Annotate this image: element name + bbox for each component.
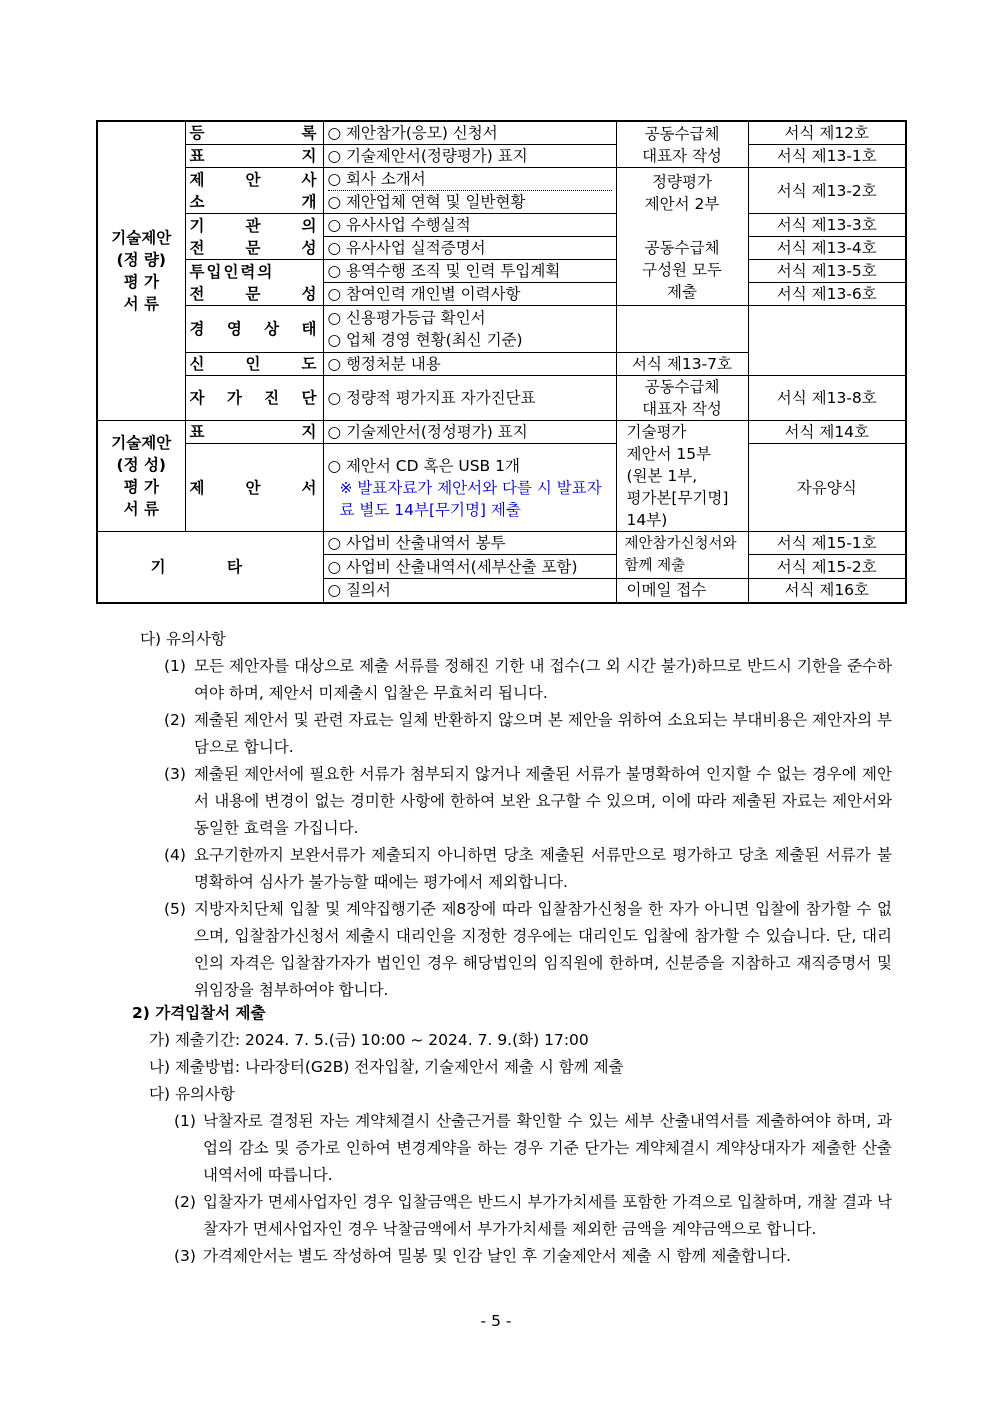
form-cell: 서식 제13-4호 (748, 237, 906, 260)
item-cell: ○ 질의서 (323, 579, 616, 603)
list-item (140, 653, 892, 707)
submit-cell (616, 421, 748, 532)
group-qualitative (97, 421, 185, 532)
item-number: (4) (164, 846, 186, 864)
item-text: 제출된 제안서에 필요한 서류가 첨부되지 않거나 제출된 서류가 불명확하여 인지할 수 없는 경우에 제안서 내용에 변경이 없는 경미한 사항에 한하여 보완 요구할 수 있으며, 이에 따라 제출된 자료는 제안서와 동일한 효력을 가집니다. (194, 765, 892, 837)
submit-text: 공동수급체 대표자 작성 (642, 378, 722, 418)
item-number: (5) (164, 900, 186, 918)
notes-section (140, 626, 892, 1004)
item-text: 입찰자가 면세사업자인 경우 입찰금액은 반드시 부가가치세를 포함한 가격으로 입찰하며, 개찰 결과 낙찰자가 면세사업자인 경우 낙찰금액에서 부가가치세를 제외한 금액을 계약금액으로 합니다. (203, 1193, 892, 1238)
item-cell: ○ 참여인력 개인별 이력사항 (323, 283, 616, 306)
submit-cell (616, 121, 748, 168)
table-row (97, 121, 906, 145)
form-cell: 서식 제16호 (748, 579, 906, 603)
group-quantitative (97, 121, 185, 421)
form-cell: 서식 제15-2호 (748, 555, 906, 579)
submit-text: 기술평가 제안서 15부 (원본 1부, 평가본[무기명] 14부) (626, 423, 729, 529)
item-line: ○ 제안서 CD 혹은 USB 1개 (327, 456, 520, 475)
table-row (97, 376, 906, 421)
item-text: 지방자치단체 입찰 및 계약집행기준 제8장에 따라 입찰참가신청을 한 자가 아니면 입찰에 참가할 수 없으며, 입찰참가신청서 제출시 대리인을 지정한 경우에는 대리인도 입찰에 참가할 수 있습니다. 단, 대리인의 자격은 입찰참가자가 법인인 경우 해당법인의 임직원에 한하며, 신분증을 지참하고 재직증명서 및 위임장을 첨부하여야 합니다. (194, 900, 892, 999)
list-item (140, 896, 892, 1004)
item-cell: ○ 유사사업 수행실적 (323, 214, 616, 237)
category-cell: 등 록 (185, 121, 323, 145)
item-cell: ○ 기술제안서(정성평가) 표지 (323, 421, 616, 444)
submit-text: 제안참가신청서와 함께 제출 (624, 536, 737, 574)
submission-method: 나) 제출방법: 나라장터(G2B) 전자입찰, 기술제안서 제출 시 함께 제출 (149, 1058, 624, 1076)
form-cell: 서식 제13-3호 (748, 214, 906, 237)
item-text: 요구기한까지 보완서류가 제출되지 아니하면 당초 제출된 서류만으로 평가하고 당초 제출된 서류가 불명확하여 심사가 불가능할 때에는 평가에서 제외합니다. (194, 846, 892, 891)
category-cell: 경 영 상 태 (185, 306, 323, 353)
table-row (97, 214, 906, 237)
form-cell: 서식 제13-2호 (748, 168, 906, 214)
form-cell: 서식 제13-7호 (616, 353, 748, 376)
form-cell: 서식 제13-1호 (748, 145, 906, 168)
item-cell: ○ 용역수행 조직 및 인력 투입계획 (323, 260, 616, 283)
item-cell (323, 444, 616, 532)
list-item (140, 842, 892, 896)
item-number: (2) (174, 1193, 196, 1211)
category-cell: 표 지 (185, 421, 323, 444)
item-number: (3) (164, 765, 186, 783)
group-etc: 기 타 (97, 532, 323, 603)
page-number: - 5 - (480, 1312, 512, 1330)
category-cell (185, 260, 323, 306)
group-label: 기술제안 (정 성) 평 가 서 류 (111, 434, 172, 518)
category-cell: 신 인 도 (185, 353, 323, 376)
list-item (140, 707, 892, 761)
submission-documents-table (96, 120, 907, 604)
table-row (97, 260, 906, 283)
item-text: 가격제안서는 별도 작성하여 밀봉 및 인감 날인 후 기술제안서 제출 시 함께 제출합니다. (203, 1247, 792, 1265)
item-cell: ○ 제안참가(응모) 신청서 (323, 121, 616, 145)
item-cell: ○ 정량적 평가지표 자가진단표 (323, 376, 616, 421)
notes-heading: 다) 유의사항 (140, 630, 226, 648)
table-row (97, 306, 906, 353)
table-row (97, 168, 906, 214)
item-cell: ○ 유사사업 실적증명서 (323, 237, 616, 260)
list-item (132, 1243, 892, 1270)
category-text: 제 안 사 소 개 (189, 170, 319, 211)
submit-cell: 이메일 접수 (616, 579, 748, 603)
form-cell: 서식 제13-8호 (748, 376, 906, 421)
submit-cell (616, 168, 748, 306)
note-text: ※ 발표자료가 제안서와 다를 시 발표자료 별도 14부[무기명] 제출 (339, 478, 602, 519)
form-cell: 서식 제12호 (748, 121, 906, 145)
item-number: (1) (174, 1112, 196, 1130)
list-item (132, 1189, 892, 1243)
item-cell (323, 306, 616, 353)
item-cell: ○ 사업비 산출내역서(세부산출 포함) (323, 555, 616, 579)
table-row (97, 444, 906, 532)
list-item (132, 1108, 892, 1189)
item-cell: ○ 사업비 산출내역서 봉투 (323, 532, 616, 555)
notes-heading: 다) 유의사항 (149, 1085, 235, 1103)
category-cell: 표 지 (185, 145, 323, 168)
form-cell: 자유양식 (748, 444, 906, 532)
form-cell: 서식 제13-5호 (748, 260, 906, 283)
submission-period: 가) 제출기간: 2024. 7. 5.(금) 10:00 ~ 2024. 7. 9.(화) 17:00 (149, 1031, 589, 1049)
table-row (97, 421, 906, 444)
form-cell (616, 306, 748, 353)
submit-text: 정량평가 제안서 2부 공동수급체 구성원 모두 제출 (642, 172, 722, 301)
item-cell (323, 168, 616, 214)
form-cell: 서식 제15-1호 (748, 532, 906, 555)
table-row (97, 532, 906, 555)
item-text: 낙찰자로 결정된 자는 계약체결시 산출근거를 확인할 수 있는 세부 산출내역서를 제출하여야 하며, 과업의 감소 및 증가로 인하여 변경계약을 하는 경우 기준 단가는 계약체결시 계약상대자가 제출한 산출내역서에 따릅니다. (203, 1112, 892, 1184)
table-row (97, 145, 906, 168)
item-number: (1) (164, 657, 186, 675)
list-item (140, 761, 892, 842)
category-cell (185, 214, 323, 260)
category-cell (185, 168, 323, 214)
submit-cell (616, 532, 748, 579)
item-line: ○ 제안업체 연혁 및 일반현황 (328, 190, 612, 213)
category-text: 투입인력의 전 문 성 (189, 262, 319, 303)
item-text: 제출된 제안서 및 관련 자료는 일체 반환하지 않으며 본 제안을 위하여 소요되는 부대비용은 제안자의 부담으로 합니다. (194, 711, 892, 756)
category-text: 기 관 의 전 문 성 (189, 216, 319, 257)
form-cell: 서식 제14호 (748, 421, 906, 444)
submit-cell (616, 376, 748, 421)
table-row (97, 353, 906, 376)
item-number: (2) (164, 711, 186, 729)
section-title: 2) 가격입찰서 제출 (132, 1004, 266, 1022)
group-label: 기술제안 (정 량) 평 가 서 류 (111, 229, 172, 313)
item-text: 모든 제안자를 대상으로 제출 서류를 정해진 기한 내 접수(그 외 시간 불가)하므로 반드시 기한을 준수하여야 하며, 제안서 미제출시 입찰은 무효처리 됩니다. (194, 657, 892, 702)
item-line: ○ 신용평가등급 확인서 (327, 309, 486, 327)
form-cell: 서식 제13-6호 (748, 283, 906, 306)
price-bid-section (132, 1000, 892, 1270)
item-cell: ○ 기술제안서(정량평가) 표지 (323, 145, 616, 168)
category-cell: 제 안 서 (185, 444, 323, 532)
category-cell: 자 가 진 단 (185, 376, 323, 421)
item-cell: ○ 행정처분 내용 (323, 353, 616, 376)
item-line: ○ 업체 경영 현황(최신 기준) (327, 331, 523, 349)
item-line: ○ 회사 소개서 (327, 170, 426, 188)
submit-text: 공동수급체 대표자 작성 (642, 124, 722, 165)
item-number: (3) (174, 1247, 196, 1265)
